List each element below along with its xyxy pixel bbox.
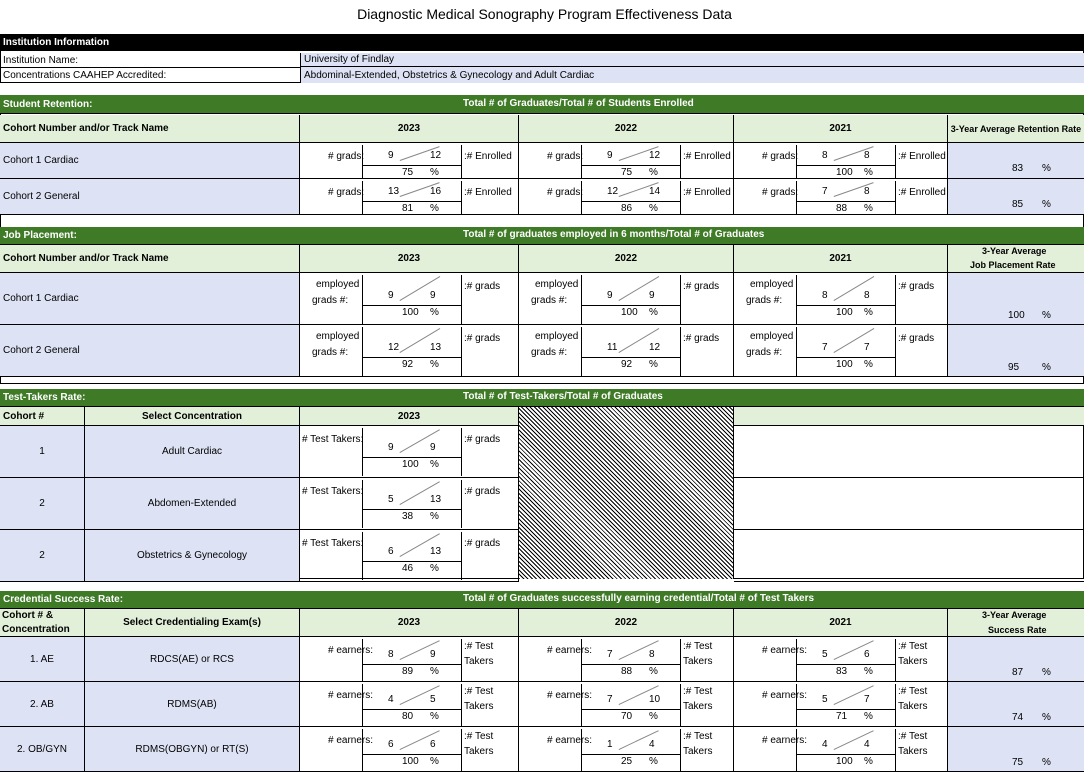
percent-value: 38 [402,511,414,522]
placement-avg-label: Job Placement Rate [970,260,1056,270]
credential-cohort: 2. OB/GYN [0,727,85,772]
credential-cohort: 1. AE [0,637,85,682]
numerator-label: grads #: [531,347,568,358]
numerator-value: 6 [388,739,394,750]
testtakers-subheader: Total # of Test-Takers/Total # of Graduates [463,391,663,402]
percent-value: 71 [836,711,848,722]
numerator-label: # Test Takers: [302,486,364,497]
credential-avg-value: 75 [1012,757,1024,768]
testtakers-cohort: 2 [0,530,85,582]
denominator-value: 9 [430,649,436,660]
numerator-label: grads #: [312,347,349,358]
credential-year-1: 2022 [519,609,734,637]
credential-exam: RDCS(AE) or RCS [85,637,300,682]
percent-sign: % [430,666,439,677]
percent-value: 46 [402,563,414,574]
numerator-value: 7 [607,649,613,660]
denominator-value: 9 [649,290,655,301]
retention-subheader: Total # of Graduates/Total # of Students Enrolled [463,98,694,109]
testtakers-empty [734,426,1084,478]
percent-sign: % [1042,163,1051,174]
numerator-value: 7 [607,694,613,705]
percent-value: 92 [402,359,414,370]
numerator-label: grads #: [312,295,349,306]
percent-sign: % [649,307,658,318]
percent-sign: % [649,666,658,677]
numerator-label: # grads: [328,151,365,162]
testtakers-year: 2023 [300,407,519,426]
percent-sign: % [1042,667,1051,678]
percent-value: 100 [836,307,853,318]
percent-sign: % [1042,757,1051,768]
denominator-label: :# Test [683,686,713,697]
placement-row-name: Cohort 2 General [0,325,300,377]
percent-sign: % [864,756,873,767]
denominator-label: :# grads [898,333,935,344]
denominator-value: 10 [649,694,661,705]
percent-value: 80 [402,711,414,722]
percent-sign: % [649,359,658,370]
retention-year-0: 2023 [300,115,519,143]
numerator-label: # earners: [547,690,593,701]
percent-sign: % [1042,712,1051,723]
retention-row-name: Cohort 1 Cardiac [0,143,300,179]
numerator-label: # earners: [328,735,374,746]
numerator-label: # earners: [762,735,808,746]
numerator-label: # earners: [328,690,374,701]
retention-avg-value: 85 [1012,199,1024,210]
percent-sign: % [864,307,873,318]
denominator-value: 8 [864,186,870,197]
institution-name-value: University of Findlay [300,53,1084,67]
denominator-label: :# grads [683,281,720,292]
credential-avg-label: 3-Year Average [982,610,1047,620]
percent-sign: % [430,307,439,318]
numerator-value: 5 [822,694,828,705]
percent-sign: % [1042,362,1051,373]
denominator-label: :# grads [898,281,935,292]
denominator-label: :# grads [464,281,501,292]
numerator-value: 7 [822,186,828,197]
percent-value: 100 [402,459,419,470]
percent-sign: % [649,167,658,178]
numerator-label: employed [535,279,579,290]
denominator-label: :# Enrolled [683,151,731,162]
credential-cohort-label: Concentration [2,624,70,635]
testtakers-concentration: Obstetrics & Gynecology [85,530,300,582]
numerator-value: 5 [822,649,828,660]
concentrations-value: Abdominal-Extended, Obstetrics & Gynecology and Adult Cardiac [300,67,1084,83]
denominator-label: Takers [898,701,928,712]
testtakers-conc-label: Select Concentration [85,407,300,426]
percent-value: 86 [621,203,633,214]
numerator-label: employed [316,331,360,342]
testtakers-blank-hatch [519,407,734,579]
denominator-label: :# Enrolled [683,187,731,198]
percent-value: 100 [836,359,853,370]
numerator-value: 7 [822,342,828,353]
numerator-value: 9 [388,290,394,301]
numerator-label: # Test Takers: [302,538,364,549]
credential-exam: RDMS(OBGYN) or RT(S) [85,727,300,772]
numerator-label: # earners: [762,645,808,656]
numerator-label: # grads: [547,151,584,162]
percent-sign: % [649,756,658,767]
numerator-label: # grads: [547,187,584,198]
percent-value: 81 [402,203,414,214]
concentrations-label: Concentrations CAAHEP Accredited: [0,67,300,83]
denominator-label: :# Test [683,641,713,652]
credential-avg-value: 87 [1012,667,1024,678]
denominator-value: 8 [864,290,870,301]
testtakers-empty [734,530,1084,582]
denominator-label: :# Test [464,641,494,652]
testtakers-cohort: 2 [0,478,85,530]
percent-value: 100 [402,756,419,767]
percent-sign: % [430,359,439,370]
credential-year-2: 2021 [734,609,948,637]
numerator-value: 13 [388,186,400,197]
denominator-value: 13 [430,494,442,505]
percent-sign: % [430,756,439,767]
denominator-label: Takers [464,701,494,712]
placement-avg-value: 95 [1008,362,1020,373]
numerator-label: # grads: [328,187,365,198]
percent-sign: % [649,711,658,722]
denominator-label: :# Enrolled [464,187,512,198]
denominator-label: :# Test [464,686,494,697]
numerator-value: 8 [388,649,394,660]
retention-row-name: Cohort 2 General [0,179,300,215]
denominator-label: :# Test [898,641,928,652]
numerator-label: grads #: [531,295,568,306]
denominator-value: 4 [864,739,870,750]
numerator-value: 9 [388,442,394,453]
retention-avg-label: 3-Year Average Retention Rate [948,115,1084,143]
testtakers-concentration: Abdomen-Extended [85,478,300,530]
denominator-value: 12 [649,342,661,353]
numerator-value: 5 [388,494,394,505]
percent-value: 100 [836,756,853,767]
percent-sign: % [649,203,658,214]
placement-header: Job Placement: [0,227,1084,244]
retention-header: Student Retention: [0,95,1084,113]
percent-sign: % [430,459,439,470]
numerator-label: # grads: [762,151,799,162]
numerator-value: 1 [607,739,613,750]
page-title: Diagnostic Medical Sonography Program Effectiveness Data [357,6,732,22]
denominator-label: :# Enrolled [898,187,946,198]
denominator-value: 4 [649,739,655,750]
placement-year-2: 2021 [734,245,948,273]
denominator-label: :# grads [464,434,501,445]
credential-year-0: 2023 [300,609,519,637]
numerator-label: employed [535,331,579,342]
percent-sign: % [430,511,439,522]
percent-value: 75 [621,167,633,178]
denominator-value: 12 [430,150,442,161]
numerator-value: 6 [388,546,394,557]
denominator-value: 12 [649,150,661,161]
placement-cohort-label: Cohort Number and/or Track Name [0,245,300,273]
percent-value: 88 [836,203,848,214]
institution-name-label: Institution Name: [3,54,79,66]
denominator-value: 5 [430,694,436,705]
retention-avg-value: 83 [1012,163,1024,174]
institution-header: Institution Information [0,34,1084,50]
percent-sign: % [864,666,873,677]
numerator-label: employed [750,331,794,342]
numerator-value: 4 [822,739,828,750]
credential-cohort: 2. AB [0,682,85,727]
percent-sign: % [430,203,439,214]
denominator-value: 14 [649,186,661,197]
denominator-label: Takers [464,656,494,667]
denominator-value: 7 [864,694,870,705]
credential-exam: RDMS(AB) [85,682,300,727]
percent-sign: % [430,563,439,574]
numerator-label: employed [316,279,360,290]
testtakers-header: Test-Takers Rate: [0,389,1084,406]
denominator-label: :# Test [898,686,928,697]
percent-sign: % [864,711,873,722]
credential-avg-value: 74 [1012,712,1024,723]
numerator-label: # earners: [328,645,374,656]
percent-value: 100 [836,167,853,178]
credential-cohort-label: Cohort # & [2,610,54,621]
credential-exam-label: Select Credentialing Exam(s) [85,609,300,637]
numerator-value: 12 [388,342,400,353]
placement-avg-label: 3-Year Average [982,246,1047,256]
denominator-value: 13 [430,546,442,557]
denominator-label: :# Enrolled [898,151,946,162]
denominator-label: :# grads [464,538,501,549]
percent-value: 89 [402,666,414,677]
numerator-value: 9 [388,150,394,161]
placement-row-name: Cohort 1 Cardiac [0,273,300,325]
placement-year-0: 2023 [300,245,519,273]
denominator-label: :# grads [464,333,501,344]
retention-year-2: 2021 [734,115,948,143]
testtakers-cohort: 1 [0,426,85,478]
denominator-label: :# Test [683,731,713,742]
denominator-value: 8 [864,150,870,161]
credential-avg-label: Success Rate [988,625,1047,635]
denominator-label: :# Enrolled [464,151,512,162]
placement-year-1: 2022 [519,245,734,273]
denominator-label: Takers [683,656,713,667]
denominator-label: Takers [464,746,494,757]
numerator-value: 4 [388,694,394,705]
denominator-label: :# Test [898,731,928,742]
denominator-value: 6 [864,649,870,660]
percent-sign: % [1042,199,1051,210]
numerator-value: 8 [822,290,828,301]
credential-subheader: Total # of Graduates successfully earning credential/Total # of Test Takers [463,593,815,604]
numerator-value: 12 [607,186,619,197]
numerator-label: # Test Takers: [302,434,364,445]
numerator-label: grads #: [746,295,783,306]
numerator-value: 11 [607,342,618,353]
retention-cohort-label: Cohort Number and/or Track Name [0,115,300,143]
testtakers-concentration: Adult Cardiac [85,426,300,478]
percent-sign: % [430,711,439,722]
numerator-label: employed [750,279,794,290]
percent-sign: % [1042,310,1051,321]
percent-value: 100 [402,307,419,318]
testtakers-blank-header [734,407,1084,426]
numerator-label: # earners: [547,645,593,656]
placement-avg-value: 100 [1008,310,1025,321]
denominator-value: 8 [649,649,655,660]
percent-sign: % [864,359,873,370]
percent-sign: % [430,167,439,178]
numerator-label: grads #: [746,347,783,358]
percent-value: 70 [621,711,633,722]
percent-sign: % [864,167,873,178]
numerator-label: # earners: [762,690,808,701]
testtakers-empty [734,478,1084,530]
percent-sign: % [864,203,873,214]
denominator-value: 9 [430,442,436,453]
denominator-value: 16 [430,186,442,197]
denominator-value: 13 [430,342,442,353]
numerator-value: 9 [607,150,613,161]
credential-header: Credential Success Rate: [0,591,1084,608]
testtakers-cohort-label: Cohort # [0,407,85,426]
percent-value: 83 [836,666,848,677]
percent-value: 88 [621,666,633,677]
numerator-label: # earners: [547,735,593,746]
numerator-label: # grads: [762,187,799,198]
denominator-label: :# grads [464,486,501,497]
denominator-label: Takers [898,656,928,667]
percent-value: 92 [621,359,633,370]
denominator-label: :# Test [464,731,494,742]
retention-year-1: 2022 [519,115,734,143]
numerator-value: 8 [822,150,828,161]
denominator-value: 9 [430,290,436,301]
percent-value: 100 [621,307,638,318]
placement-subheader: Total # of graduates employed in 6 months/Total # of Graduates [463,229,765,240]
denominator-label: :# grads [683,333,720,344]
percent-value: 25 [621,756,633,767]
denominator-value: 7 [864,342,870,353]
denominator-label: Takers [683,701,713,712]
numerator-value: 9 [607,290,613,301]
denominator-label: Takers [683,746,713,757]
denominator-label: Takers [898,746,928,757]
percent-value: 75 [402,167,414,178]
denominator-value: 6 [430,739,436,750]
